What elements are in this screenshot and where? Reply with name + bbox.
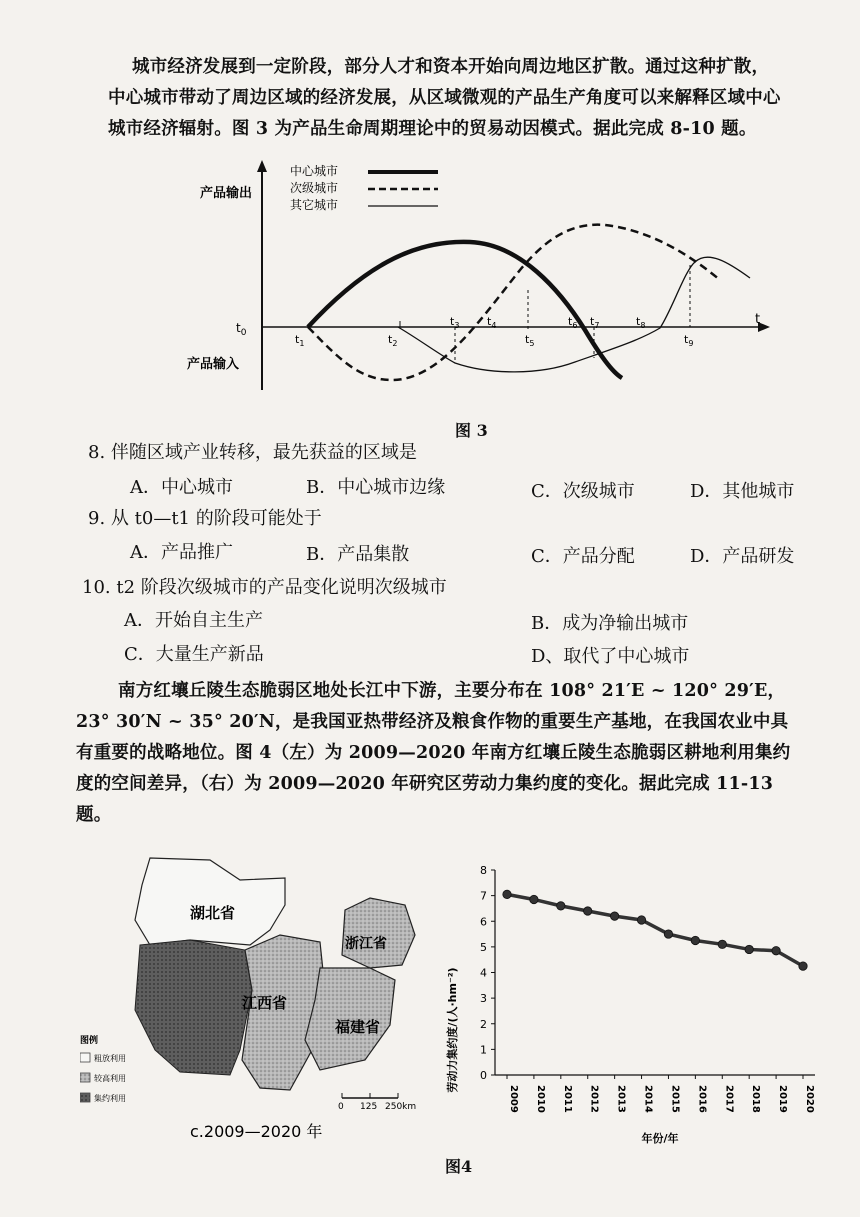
question-10-option-a[interactable]: A．开始自主生产 [124,610,263,631]
x-tick-label: 2016 [696,1085,708,1113]
data-point [745,945,753,953]
jiangxi-label: 江西省 [242,994,288,1012]
legend-other: 其它城市 [290,198,339,212]
data-point [584,907,592,915]
intro2-line: 23° 30′N ~ 35° 20′N，是我国亚热带经济及粮食作物的重要生产基地，在我国农业中具 [76,712,789,732]
data-point [557,902,565,910]
intro-line: 城市经济发展到一定阶段，部分人才和资本开始向周边地区扩散。通过这种扩散， [132,57,770,77]
intro2-paragraph [76,707,846,831]
intro2-line: 题。 [76,805,112,825]
label-t8: $t_8$ [636,315,646,330]
data-point [637,916,645,924]
y-tick-label: 2 [480,1017,487,1031]
origin-label: $t_0$ [236,321,247,338]
label-t2: $t_2$ [388,333,398,348]
zhejiang-province [342,898,415,968]
x-tick-label: 2015 [669,1085,681,1113]
data-point [664,930,672,938]
label-t4: $t_4$ [487,315,497,330]
scale-label-1: 125 [360,1102,378,1112]
question-9-option-c[interactable]: C．产品分配 [531,546,635,567]
scale-label-2: 250km [385,1102,417,1112]
x-tick-label: 2017 [723,1085,735,1113]
map-legend-title: 图例 [80,1036,99,1046]
legend-center: 中心城市 [290,164,339,178]
x-tick-label: 2009 [508,1085,519,1113]
y-tick-label: 6 [480,915,487,929]
question-10-option-b[interactable]: B．成为净输出城市 [531,613,689,634]
legend-item-1: 粗放利用 [94,1054,126,1063]
curve-center-city [308,242,622,378]
data-point [691,936,699,944]
y-tick-label: 5 [480,940,487,954]
question-8-option-a[interactable]: A．中心城市 [130,477,233,498]
data-point [610,912,618,920]
intro-line: 中心城市带动了周边区域的经济发展，从区域微观的产品生产角度可以来解释区域中心 [108,88,781,108]
x-tick-label: 2018 [750,1085,762,1113]
question-10-stem: 10. t2 阶段次级城市的产品变化说明次级城市 [82,577,447,598]
x-tick-label: 2011 [561,1085,573,1113]
x-tick-label: 2010 [534,1085,546,1113]
question-9-option-a[interactable]: A．产品推广 [130,542,233,563]
legend-item-2: 较高利用 [94,1074,126,1083]
hubei-province [135,858,285,945]
labor-intensity-chart [440,860,820,1170]
y-tick-label: 3 [480,992,487,1006]
question-9-option-d[interactable]: D．产品研发 [690,546,795,567]
label-t3: $t_3$ [450,315,460,330]
question-8-option-c[interactable]: C．次级城市 [531,481,635,502]
map-subtitle: c.2009—2020 年 [190,1122,323,1141]
label-t5: $t_5$ [525,333,535,348]
data-point [530,895,538,903]
question-9-stem: 9. 从 t0—t1 的阶段可能处于 [88,508,322,529]
scale-label-0: 0 [338,1102,344,1112]
intro2-line: 有重要的战略地位。图 4（左）为 2009—2020 年南方红壤丘陵生态脆弱区耕地利用集约 [76,743,791,763]
x-tick-label: 2012 [588,1085,600,1113]
y-tick-label: 1 [480,1043,487,1057]
intro2-line: 度的空间差异，（右）为 2009—2020 年研究区劳动力集约度的变化。据此完成 11-13 [76,774,774,794]
intro2-line-0: 南方红壤丘陵生态脆弱区地处长江中下游，主要分布在 108° 21′E ~ 120° 29′E， [118,681,786,701]
chart-y-label: 劳动力集约度/(人·hm⁻²) [446,967,459,1093]
question-9-option-b[interactable]: B．产品集散 [306,544,410,565]
legend-swatch-1 [80,1053,90,1062]
x-tick-label: 2020 [804,1085,815,1113]
question-8-option-d[interactable]: D．其他城市 [690,481,795,502]
x-tick-label: 2014 [642,1085,654,1113]
y-tick-label: 8 [480,864,487,877]
axis-end-label: t [755,312,761,327]
y-bottom-label: 产品输入 [187,357,240,372]
intro-line: 城市经济辐射。图 3 为产品生命周期理论中的贸易动因模式。据此完成 8-10 题。 [108,119,757,139]
label-t1: $t_1$ [295,333,305,348]
chart-x-label: 年份/年 [641,1132,679,1145]
label-t6: $t_6$ [568,315,578,330]
label-t7: $t_7$ [590,315,600,330]
intro-paragraph [132,52,860,83]
y-tick-label: 7 [480,889,487,903]
legend-item-3: 集约利用 [94,1094,126,1103]
figure-4-caption: 图4 [445,1157,473,1176]
series-line [507,894,803,966]
legend-secondary: 次级城市 [290,181,339,195]
question-10-option-d[interactable]: D、取代了中心城市 [531,646,690,667]
y-axis-arrow [257,160,267,172]
label-t9: $t_9$ [684,333,694,348]
y-tick-label: 4 [480,966,487,980]
question-8-option-b[interactable]: B．中心城市边缘 [306,477,446,498]
data-point [772,947,780,955]
fujian-label: 福建省 [335,1018,381,1036]
hunan-region [135,940,252,1075]
data-point [718,940,726,948]
x-tick-label: 2019 [777,1085,789,1113]
data-point [503,890,511,898]
legend-swatch-3 [80,1093,90,1102]
y-tick-label: 0 [480,1069,487,1082]
data-point [799,962,807,970]
legend-swatch-2 [80,1073,90,1082]
intro-paragraph-cont [108,83,848,145]
question-10-option-c[interactable]: C．大量生产新品 [124,644,264,665]
hubei-label: 湖北省 [190,904,236,922]
curve-secondary-city [308,225,720,380]
figure-4-map [80,850,500,1150]
figure-3-caption: 图 3 [455,421,488,440]
x-tick-label: 2013 [615,1085,627,1113]
question-8-stem: 8. 伴随区域产业转移，最先获益的区域是 [88,442,417,463]
y-top-label: 产品输出 [200,186,253,201]
zhejiang-label: 浙江省 [345,936,387,952]
